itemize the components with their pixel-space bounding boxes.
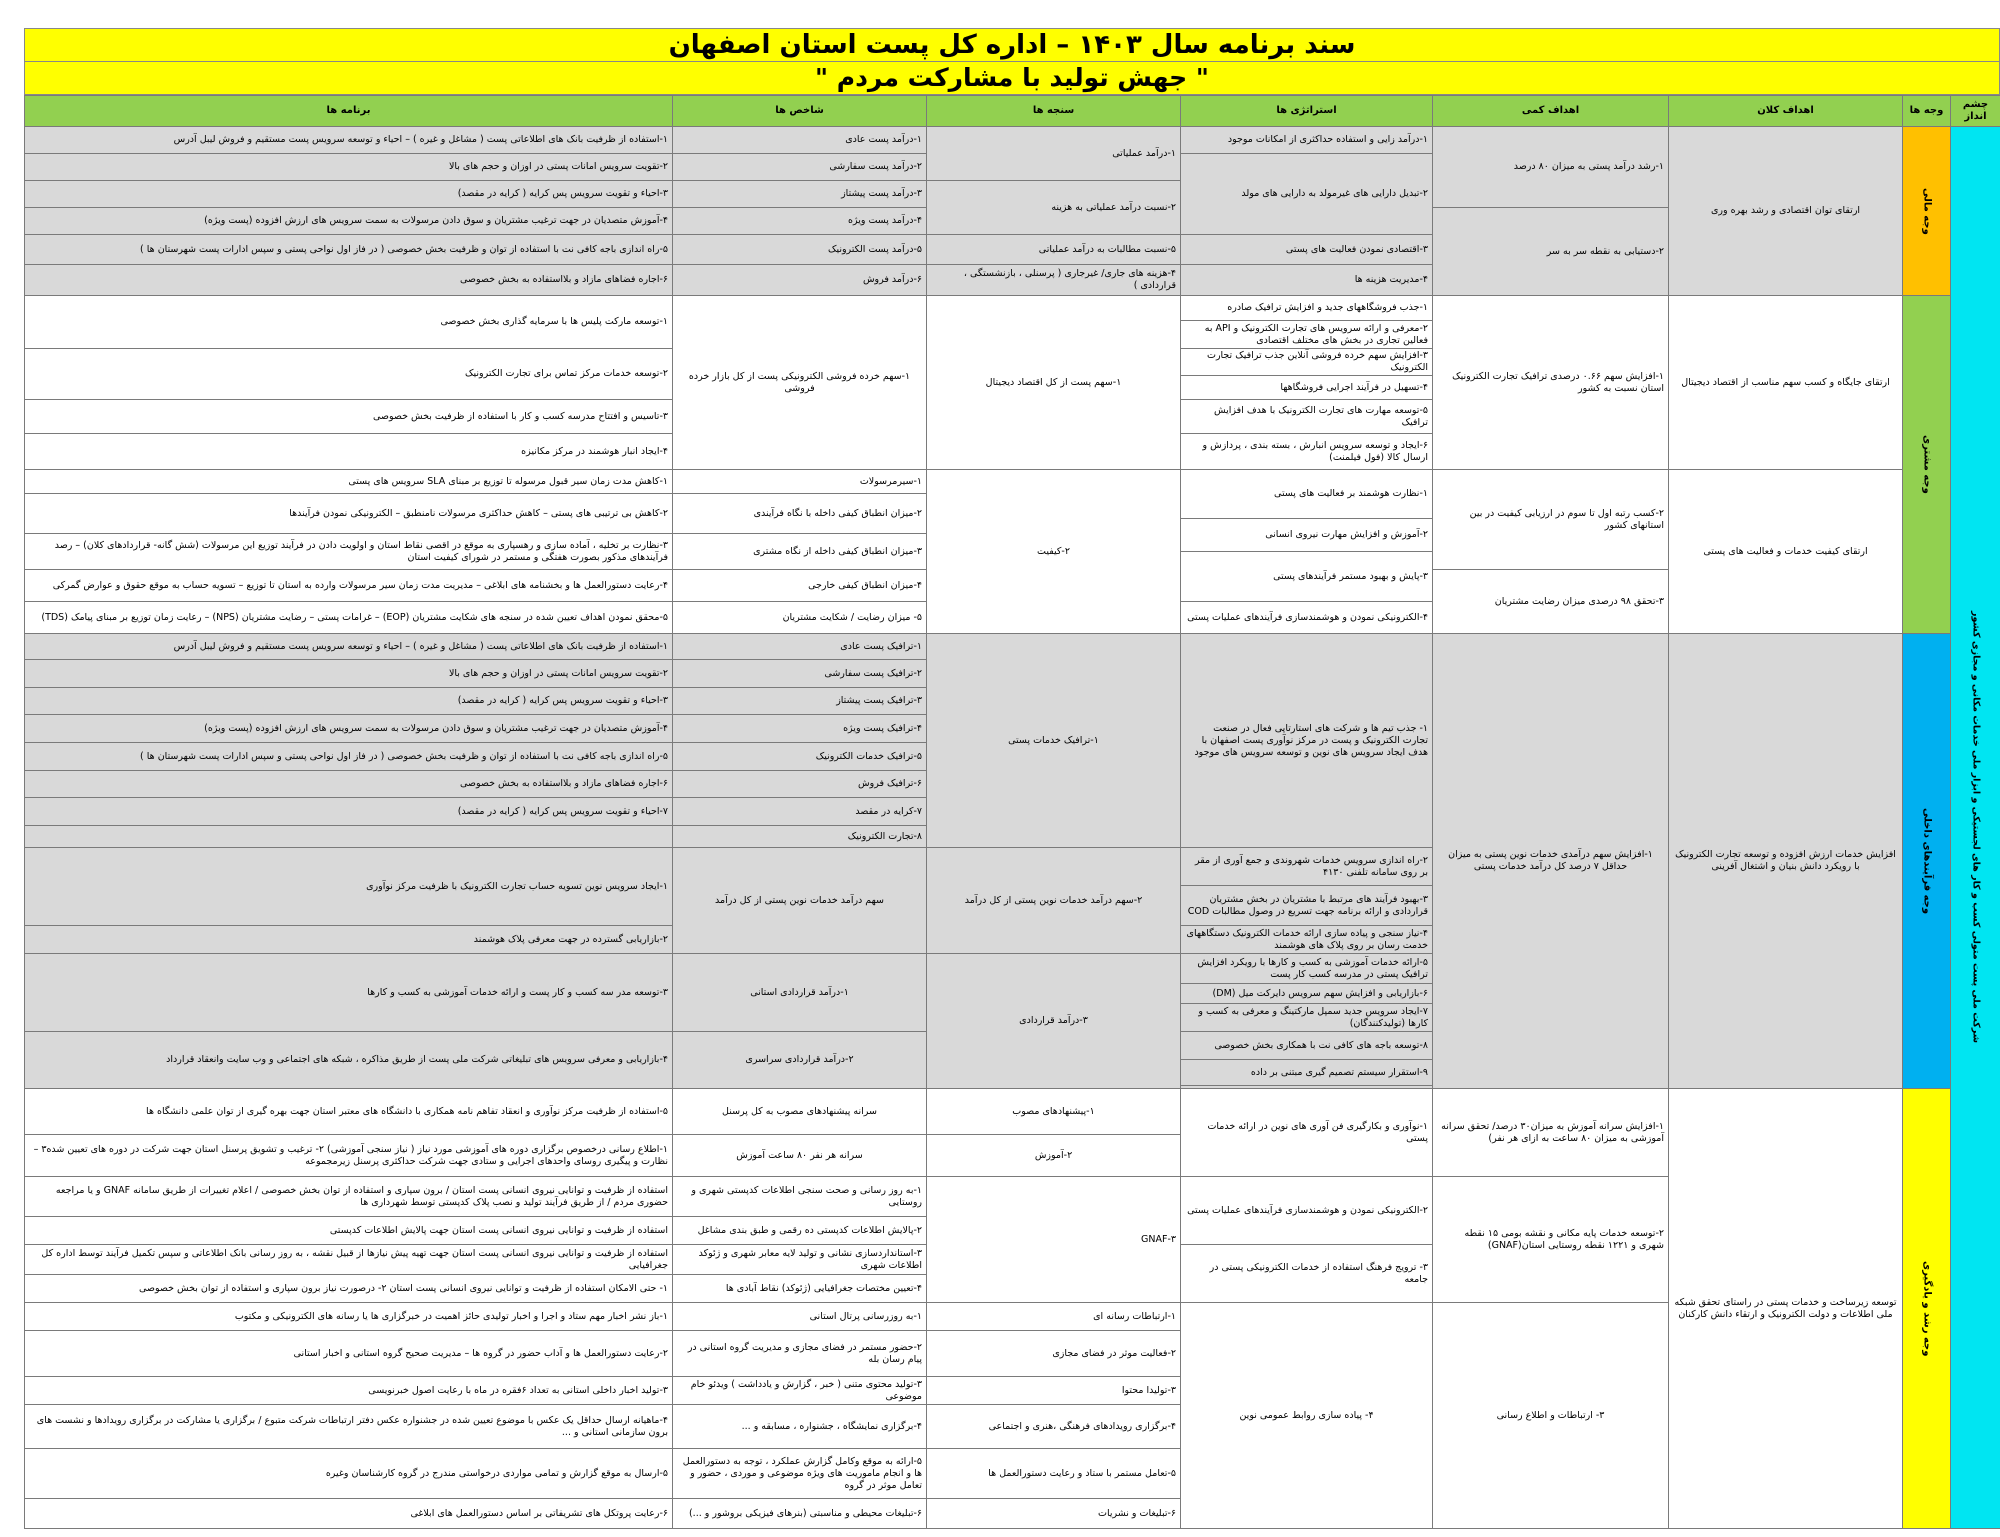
quant-goal: ۱-رشد درآمد پستی به میزان ۸۰ درصد xyxy=(1433,127,1669,208)
quant-goal: ۲-دستیابی به نقطه سر به سر xyxy=(1433,208,1669,296)
indicator: سرانه هر نفر ۸۰ ساعت آموزش xyxy=(673,1135,927,1177)
program: ۳-نظارت بر تخلیه ، آماده سازی و رهسپاری به موقع در اقصی نقاط استان و اولویت دادن در فرآیند توزیع این مرسولات (شش گانه- قراردادهای کلان) – رصد فرآیندهای مذکور بصورت هفتگی و مستمر در شورای کیفیت استان xyxy=(25,534,673,570)
quant-goal: ۱-افزایش سهم درآمدی خدمات نوین پستی به میزان حداقل ۷ درصد کل درآمد خدمات پستی xyxy=(1433,634,1669,1089)
program: ۲-کاهش بی ترتیبی های پستی – کاهش حداکثری مرسولات نامنطبق – الکترونیکی نمودن فرآیندها xyxy=(25,494,673,534)
program: ۲-تقویت سرویس امانات پستی در اوزان و حجم های بالا xyxy=(25,660,673,688)
aspect-internal-processes: وجه فرآیندهای داخلی xyxy=(1903,634,1951,1089)
strategy: ۳- ترویج فرهنگ استفاده از خدمات الکترونیکی پستی در جامعه xyxy=(1181,1245,1433,1303)
indicator: ۳-درآمد پست پیشتاز xyxy=(673,181,927,208)
macro-goal: توسعه زیرساخت و خدمات پستی در راستای تحقق شبکه ملی اطلاعات و دولت الکترونیک و ارتقاء دانش کارکنان xyxy=(1669,1089,1903,1529)
indicator: ۴-برگزاری نمایشگاه ، جشنواره ، مسابقه و ... xyxy=(673,1405,927,1449)
indicator: ۴-تعیین مختصات جغرافیایی (ژئوکد) نقاط آبادی ها xyxy=(673,1275,927,1303)
program: ۳-توسعه مدر سه کسب و کار پست و ارائه خدمات آموزشی به کسب و کارها xyxy=(25,954,673,1032)
document-sheet xyxy=(24,28,2000,1529)
page-title: سند برنامه سال ۱۴۰۳ – اداره کل پست استان اصفهان xyxy=(24,28,2000,62)
measure: ۳-درآمد قراردادی xyxy=(927,954,1181,1089)
strategy: ۸-توسعه باجه های کافی نت با همکاری بخش خصوصی xyxy=(1181,1032,1433,1060)
measure: ۲-سهم درآمد خدمات نوین پستی از کل درآمد xyxy=(927,848,1181,954)
indicator: ۱-به روزرسانی پرتال استانی xyxy=(673,1303,927,1331)
measure: ۴-هزینه های جاری/ غیرجاری ( پرسنلی ، بازنشستگی ، قراردادی ) xyxy=(927,265,1181,296)
macro-goal: ارتقای توان اقتصادی و رشد بهره وری xyxy=(1669,127,1903,296)
indicator: ۶-ترافیک فروش xyxy=(673,771,927,798)
measure: ۲-فعالیت موثر در فضای مجازی xyxy=(927,1331,1181,1377)
quant-goal: ۳-تحقق ۹۸ درصدی میزان رضایت مشتریان xyxy=(1433,570,1669,634)
indicator: ۴-درآمد پست ویژه xyxy=(673,208,927,235)
program xyxy=(25,826,673,848)
indicator: ۴-میزان انطباق کیفی خارجی xyxy=(673,570,927,602)
indicator: ۱-به روز رسانی و صحت سنجی اطلاعات کدپستی شهری و روستایی xyxy=(673,1177,927,1217)
measure: ۱-پیشنهادهای مصوب xyxy=(927,1089,1181,1135)
program: ۶-اجاره فضاهای مازاد و بلااستفاده به بخش خصوصی xyxy=(25,771,673,798)
indicator: ۶-درآمد فروش xyxy=(673,265,927,296)
program: ۳-احیاء و تقویت سرویس پس کرایه ( کرایه در مقصد) xyxy=(25,181,673,208)
measure: ۱-ترافیک خدمات پستی xyxy=(927,634,1181,848)
program: ۴-آموزش متصدیان در جهت ترغیب مشتریان و سوق دادن مرسولات به سمت سرویس های ارزش افزوده (پست ویژه) xyxy=(25,208,673,235)
program: ۵-راه اندازی باجه کافی نت با استفاده از توان و ظرفیت بخش خصوصی ( در فاز اول نواحی پستی و سپس ادارات پست شهرستان ها ) xyxy=(25,235,673,265)
indicator: ۱-درآمد پست عادی xyxy=(673,127,927,154)
indicator: ۳-ترافیک پست پیشتاز xyxy=(673,688,927,715)
measure: ۲-نسبت درآمد عملیاتی به هزینه xyxy=(927,181,1181,235)
program: ۱-باز نشر اخبار مهم ستاد و اجرا و اخبار تولیدی حائز اهمیت در خبرگزاری ها یا رسانه های الکترونیکی و مکتوب xyxy=(25,1303,673,1331)
strategy: ۳-اقتصادی نمودن فعالیت های پستی xyxy=(1181,235,1433,265)
program: ۱-توسعه مارکت پلیس ها با سرمایه گذاری بخش خصوصی xyxy=(25,296,673,349)
header-strategies: استراتژی ها xyxy=(1181,96,1433,127)
strategy: ۱-درآمد زایی و استفاده حداکثری از امکانات موجود xyxy=(1181,127,1433,154)
indicator: سرانه پیشنهادهای مصوب به کل پرسنل xyxy=(673,1089,927,1135)
strategy: ۶-ایجاد و توسعه سرویس انبارش ، بسته بندی ، پردازش و ارسال کالا (فول فیلمنت) xyxy=(1181,434,1433,470)
indicator: ۲-میزان انطباق کیفی داخله با نگاه فرآیندی xyxy=(673,494,927,534)
strategy: ۶-بازاریابی و افزایش سهم سرویس دایرکت میل (DM) xyxy=(1181,984,1433,1004)
strategy: ۲-راه اندازی سرویس خدمات شهروندی و جمع آوری از مقر بر روی سامانه تلفنی ۴۱۳۰ xyxy=(1181,848,1433,886)
program: ۵-ارسال به موقع گزارش و تمامی مواردی درخواستی مندرج در گروه کارشناسان وغیره xyxy=(25,1449,673,1499)
strategy: ۱- جذب تیم ها و شرکت های استارتاپی فعال در صنعت تجارت الکترونیک و پست در مرکز نوآوری پست اصفهان با هدف ایجاد سرویس های نوین و توسعه سرویس های موجود xyxy=(1181,634,1433,848)
indicator: ۱-سهم خرده فروشی الکترونیکی پست از کل بازار خرده فروشی xyxy=(673,296,927,470)
strategy: ۱-نوآوری و بکارگیری فن آوری های نوین در ارائه خدمات پستی xyxy=(1181,1089,1433,1177)
indicator: ۲-حضور مستمر در فضای مجازی و مدیریت گروه استانی در پیام رسان بله xyxy=(673,1331,927,1377)
program: ۴-بازاریابی و معرفی سرویس های تبلیغاتی شرکت ملی پست از طریق مذاکره ، شبکه های اجتماعی و وب سایت وانعقاد قرارداد xyxy=(25,1032,673,1089)
measure: ۵-نسبت مطالبات به درآمد عملیاتی xyxy=(927,235,1181,265)
program: ۲-بازاریابی گسترده در جهت معرفی پلاک هوشمند xyxy=(25,926,673,954)
program: استفاده از ظرفیت و توانایی نیروی انسانی پست استان جهت تهیه پیش نیازها از قبیل نقشه ، به روز رسانی بانک اطلاعاتی و سپس تکمیل فرآیند توسط اداره کل جغرافیایی xyxy=(25,1245,673,1275)
indicator: ۲-درآمد پست سفارشی xyxy=(673,154,927,181)
indicator: ۲-ترافیک پست سفارشی xyxy=(673,660,927,688)
program: ۱-کاهش مدت زمان سیر قبول مرسوله تا توزیع بر مبنای SLA سرویس های پستی xyxy=(25,470,673,494)
program: ۴-رعایت دستورالعمل ها و بخشنامه های ابلاغی – مدیریت مدت زمان سیر مرسولات وارده به استان تا توزیع – تسویه حساب به موقع حقوق و عوارض گمرکی xyxy=(25,570,673,602)
indicator: ۵-درآمد پست الکترونیک xyxy=(673,235,927,265)
strategy: ۴-مدیریت هزینه ها xyxy=(1181,265,1433,296)
program: ۴-ایجاد انبار هوشمند در مرکز مکانیزه xyxy=(25,434,673,470)
program: ۶-رعایت پروتکل های تشریفاتی بر اساس دستورالعمل های ابلاغی xyxy=(25,1499,673,1529)
program: ۳-تولید اخبار داخلی استانی به تعداد ۶فقره در ماه با رعایت اصول خبرنویسی xyxy=(25,1377,673,1405)
strategy: ۷-ایجاد سرویس جدید سمپل مارکتینگ و معرفی به کسب و کارها (تولیدکنندگان) xyxy=(1181,1004,1433,1032)
indicator: ۴-ترافیک پست ویژه xyxy=(673,715,927,743)
strategy: ۱-نظارت هوشمند بر فعالیت های پستی xyxy=(1181,470,1433,519)
header-indicators: شاخص ها xyxy=(673,96,927,127)
indicator: ۳-میزان انطباق کیفی داخله از نگاه مشتری xyxy=(673,534,927,570)
measure: ۱-سهم پست از کل اقتصاد دیجیتال xyxy=(927,296,1181,470)
measure: ۳-تولیدا محتوا xyxy=(927,1377,1181,1405)
program: ۱- حتی الامکان استفاده از ظرفیت و توانایی نیروی انسانی پست استان ۲- درصورت نیاز برون سپاری و استفاده از توان بخش خصوصی xyxy=(25,1275,673,1303)
measure: ۵-تعامل مستمر با ستاد و رعایت دستورالعمل ها xyxy=(927,1449,1181,1499)
indicator: ۱-درآمد قراردادی استانی xyxy=(673,954,927,1032)
program: ۴-ماهیانه ارسال حداقل یک عکس با موضوع تعیین شده در جشنواره عکس دفتر ارتباطات شرکت متبوع / برگزاری یا مشارکت در برگزاری رویدادها و نشست های برون سازمانی استانی و ... xyxy=(25,1405,673,1449)
program: ۷-احیاء و تقویت سرویس پس کرایه ( کرایه در مقصد) xyxy=(25,798,673,826)
program: ۲-رعایت دستورالعمل ها و آداب حضور در گروه ها – مدیریت صحیح گروه استانی و اخبار استانی xyxy=(25,1331,673,1377)
program: ۵-راه اندازی باجه کافی نت با استفاده از توان و ظرفیت بخش خصوصی ( در فاز اول نواحی پستی و سپس ادارات پست شهرستان ها ) xyxy=(25,743,673,771)
aspect-customer: وجه مشتری xyxy=(1903,296,1951,634)
strategy: ۲-الکترونیکی نمودن و هوشمندسازی فرآیندهای عملیات پستی xyxy=(1181,1177,1433,1245)
header-quant-goals: اهداف کمی xyxy=(1433,96,1669,127)
program: ۵-استفاده از ظرفیت مرکز نوآوری و انعقاد تفاهم نامه همکاری با دانشگاه های معتبر استان جهت بهره گیری از توان علمی دانشگاه ها xyxy=(25,1089,673,1135)
indicator: ۶-تبلیغات محیطی و مناسبتی (بنرهای فیزیکی بروشور و ...) xyxy=(673,1499,927,1529)
measure: ۳-GNAF xyxy=(927,1177,1181,1303)
strategy: ۴-الکترونیکی نمودن و هوشمندسازی فرآیندهای عملیات پستی xyxy=(1181,602,1433,634)
strategy: ۵-ارائه خدمات آموزشی به کسب و کارها با رویکرد افزایش ترافیک پستی در مدرسه کسب کار پست xyxy=(1181,954,1433,984)
quant-goal: ۳- ارتباطات و اطلاع رسانی xyxy=(1433,1303,1669,1529)
indicator: ۳-استانداردسازی نشانی و تولید لایه معابر شهری و ژئوکد اطلاعات شهری xyxy=(673,1245,927,1275)
strategy: ۴- پیاده سازی روابط عمومی نوین xyxy=(1181,1303,1433,1529)
header-programs: برنامه ها xyxy=(25,96,673,127)
header-row xyxy=(25,96,2000,127)
indicator: ۲-پالایش اطلاعات کدپستی ده رقمی و طبق بندی مشاغل xyxy=(673,1217,927,1245)
strategy: ۲-تبدیل دارایی های غیرمولد به دارایی های مولد xyxy=(1181,154,1433,235)
macro-goal: افزایش خدمات ارزش افزوده و توسعه تجارت الکترونیک با رویکرد دانش بنیان و اشتغال آفرینی xyxy=(1669,634,1903,1089)
program: ۵-محقق نمودن اهداف تعیین شده در سنجه های شکایت مشتریان (EOP) – غرامات پستی – رضایت مشتریان (NPS) – رعایت زمان توزیع بر مبنای پیامک (TDS) xyxy=(25,602,673,634)
header-macro-goals: اهداف کلان xyxy=(1669,96,1903,127)
page-subtitle: " جهش تولید با مشارکت مردم " xyxy=(24,62,2000,95)
indicator: ۱-ترافیک پست عادی xyxy=(673,634,927,660)
indicator: سهم درآمد خدمات نوین پستی از کل درآمد xyxy=(673,848,927,954)
quant-goal: ۲-توسعه خدمات پایه مکانی و نقشه بومی ۱۵ نقطه شهری و ۱۲۲۱ نقطه روستایی استان(GNAF) xyxy=(1433,1177,1669,1303)
indicator: ۵-ترافیک خدمات الکترونیک xyxy=(673,743,927,771)
quant-goal: ۲-کسب رتبه اول تا سوم در ارزیابی کیفیت در بین استانهای کشور xyxy=(1433,470,1669,570)
quant-goal: ۱-افزایش سهم ۰.۶۶ درصدی ترافیک تجارت الکترونیک استان نسبت به کشور xyxy=(1433,296,1669,470)
header-aspects: وجه ها xyxy=(1903,96,1951,127)
program: ۴-آموزش متصدیان در جهت ترغیب مشتریان و سوق دادن مرسولات به سمت سرویس های ارزش افزوده (پست ویژه) xyxy=(25,715,673,743)
vision-cell: شرکت ملی پست متولی کسب و کار های لجستیکی و ابزار ملی خدمات مکانی و مجازی کشور xyxy=(1951,127,2000,1529)
program: ۶-اجاره فضاهای مازاد و بلااستفاده به بخش خصوصی xyxy=(25,265,673,296)
program: ۳-احیاء و تقویت سرویس پس کرایه ( کرایه در مقصد) xyxy=(25,688,673,715)
program: ۲-تقویت سرویس امانات پستی در اوزان و حجم های بالا xyxy=(25,154,673,181)
strategy: ۱-جذب فروشگاههای جدید و افزایش ترافیک صادره xyxy=(1181,296,1433,321)
program: ۳-تاسیس و افتتاح مدرسه کسب و کار با استفاده از ظرفیت بخش خصوصی xyxy=(25,400,673,434)
indicator: ۱-سیرمرسولات xyxy=(673,470,927,494)
macro-goal: ارتقای کیفیت خدمات و فعالیت های پستی xyxy=(1669,470,1903,634)
program: ۱-استفاده از ظرفیت بانک های اطلاعاتی پست ( مشاغل و غیره ) – احیاء و توسعه سرویس پست مستقیم و فروش لیبل آدرس xyxy=(25,127,673,154)
program: ۲-توسعه خدمات مرکز تماس برای تجارت الکترونیک xyxy=(25,349,673,400)
strategy: ۲-آموزش و افزایش مهارت نیروی انسانی xyxy=(1181,519,1433,552)
aspect-growth-learning: وجه رشد و یادگیری xyxy=(1903,1089,1951,1529)
program: استفاده از ظرفیت و توانایی نیروی انسانی پست استان جهت پالایش اطلاعات کدپستی xyxy=(25,1217,673,1245)
indicator: ۲-درآمد قراردادی سراسری xyxy=(673,1032,927,1089)
indicator: ۳-تولید محتوی متنی ( خبر ، گزارش و یادداشت ) ویدئو خام موضوعی xyxy=(673,1377,927,1405)
program-table xyxy=(24,95,2000,1529)
indicator: ۵- میزان رضایت / شکایت مشتریان xyxy=(673,602,927,634)
program: ۱-استفاده از ظرفیت بانک های اطلاعاتی پست ( مشاغل و غیره ) – احیاء و توسعه سرویس پست مستقیم و فروش لیبل آدرس xyxy=(25,634,673,660)
header-measures: سنجه ها xyxy=(927,96,1181,127)
program: استفاده از ظرفیت و توانایی نیروی انسانی پست استان / برون سپاری و استفاده از توان بخش خصوصی / اعلام تغییرات از طریق سامانه GNAF و یا مراجعه حضوری مردم / از طریق فرآیند تولید و نصب پلاک کدپستی توسط شهرداری ها xyxy=(25,1177,673,1217)
header-vision: چشم انداز xyxy=(1951,96,2000,127)
program: ۱-ایجاد سرویس نوین تسویه حساب تجارت الکترونیک با ظرفیت مرکز نوآوری xyxy=(25,848,673,926)
measure: ۲-آموزش xyxy=(927,1135,1181,1177)
strategy: ۳-پایش و بهبود مستمر فرآیندهای پستی xyxy=(1181,552,1433,602)
measure: ۱-درآمد عملیاتی xyxy=(927,127,1181,181)
strategy: ۹-استقرار سیستم تصمیم گیری مبتنی بر داده xyxy=(1181,1060,1433,1086)
indicator: ۵-ارائه به موقع وکامل گزارش عملکرد ، توجه به دستورالعمل ها و انجام ماموریت های ویژه موضوعی و موردی ، حضور و تعامل موثر در گروه xyxy=(673,1449,927,1499)
strategy: ۴-نیاز سنجی و پیاده سازی ارائه خدمات الکترونیک دستگاههای خدمت رسان بر روی پلاک های هوشمند xyxy=(1181,926,1433,954)
measure: ۱-ارتباطات رسانه ای xyxy=(927,1303,1181,1331)
measure: ۲-کیفیت xyxy=(927,470,1181,634)
aspect-financial: وجه مالی xyxy=(1903,127,1951,296)
strategy: ۳-بهبود فرآیند های مرتبط با مشتریان در بخش مشتریان قراردادی و ارائه برنامه جهت تسریع در وصول مطالبات COD xyxy=(1181,886,1433,926)
indicator: ۸-تجارت الکترونیک xyxy=(673,826,927,848)
strategy: ۴-تسهیل در فرآیند اجرایی فروشگاهها xyxy=(1181,376,1433,400)
measure: ۶-تبلیغات و نشریات xyxy=(927,1499,1181,1529)
macro-goal: ارتقای جایگاه و کسب سهم مناسب از اقتصاد دیجیتال xyxy=(1669,296,1903,470)
quant-goal: ۱-افزایش سرانه آموزش به میزان۳۰ درصد/ تحقق سرانه آموزشی به میزان ۸۰ ساعت به ازای هر نفر) xyxy=(1433,1089,1669,1177)
strategy: ۵-توسعه مهارت های تجارت الکترونیک با هدف افزایش ترافیک xyxy=(1181,400,1433,434)
indicator: ۷-کرایه در مقصد xyxy=(673,798,927,826)
program: ۱-اطلاع رسانی درخصوص برگزاری دوره های آموزشی مورد نیاز ( نیاز سنجی آموزشی) ۲- ترغیب و تشویق پرسنل استان جهت شرکت در دوره های تعیین شده۳ – نظارت و پیگیری روسای واحدهای اجرایی و ستادی جهت شرکت حداکثری پرسنل زیرمجموعه xyxy=(25,1135,673,1177)
measure: ۴-برگزاری رویدادهای فرهنگی ،هنری و اجتماعی xyxy=(927,1405,1181,1449)
strategy: ۳-افزایش سهم خرده فروشی آنلاین جذب ترافیک تجارت الکترونیک xyxy=(1181,349,1433,376)
strategy: ۲-معرفی و ارائه سرویس های تجارت الکترونیک و API به فعالین تجاری در بخش های مختلف اقتصادی xyxy=(1181,321,1433,349)
